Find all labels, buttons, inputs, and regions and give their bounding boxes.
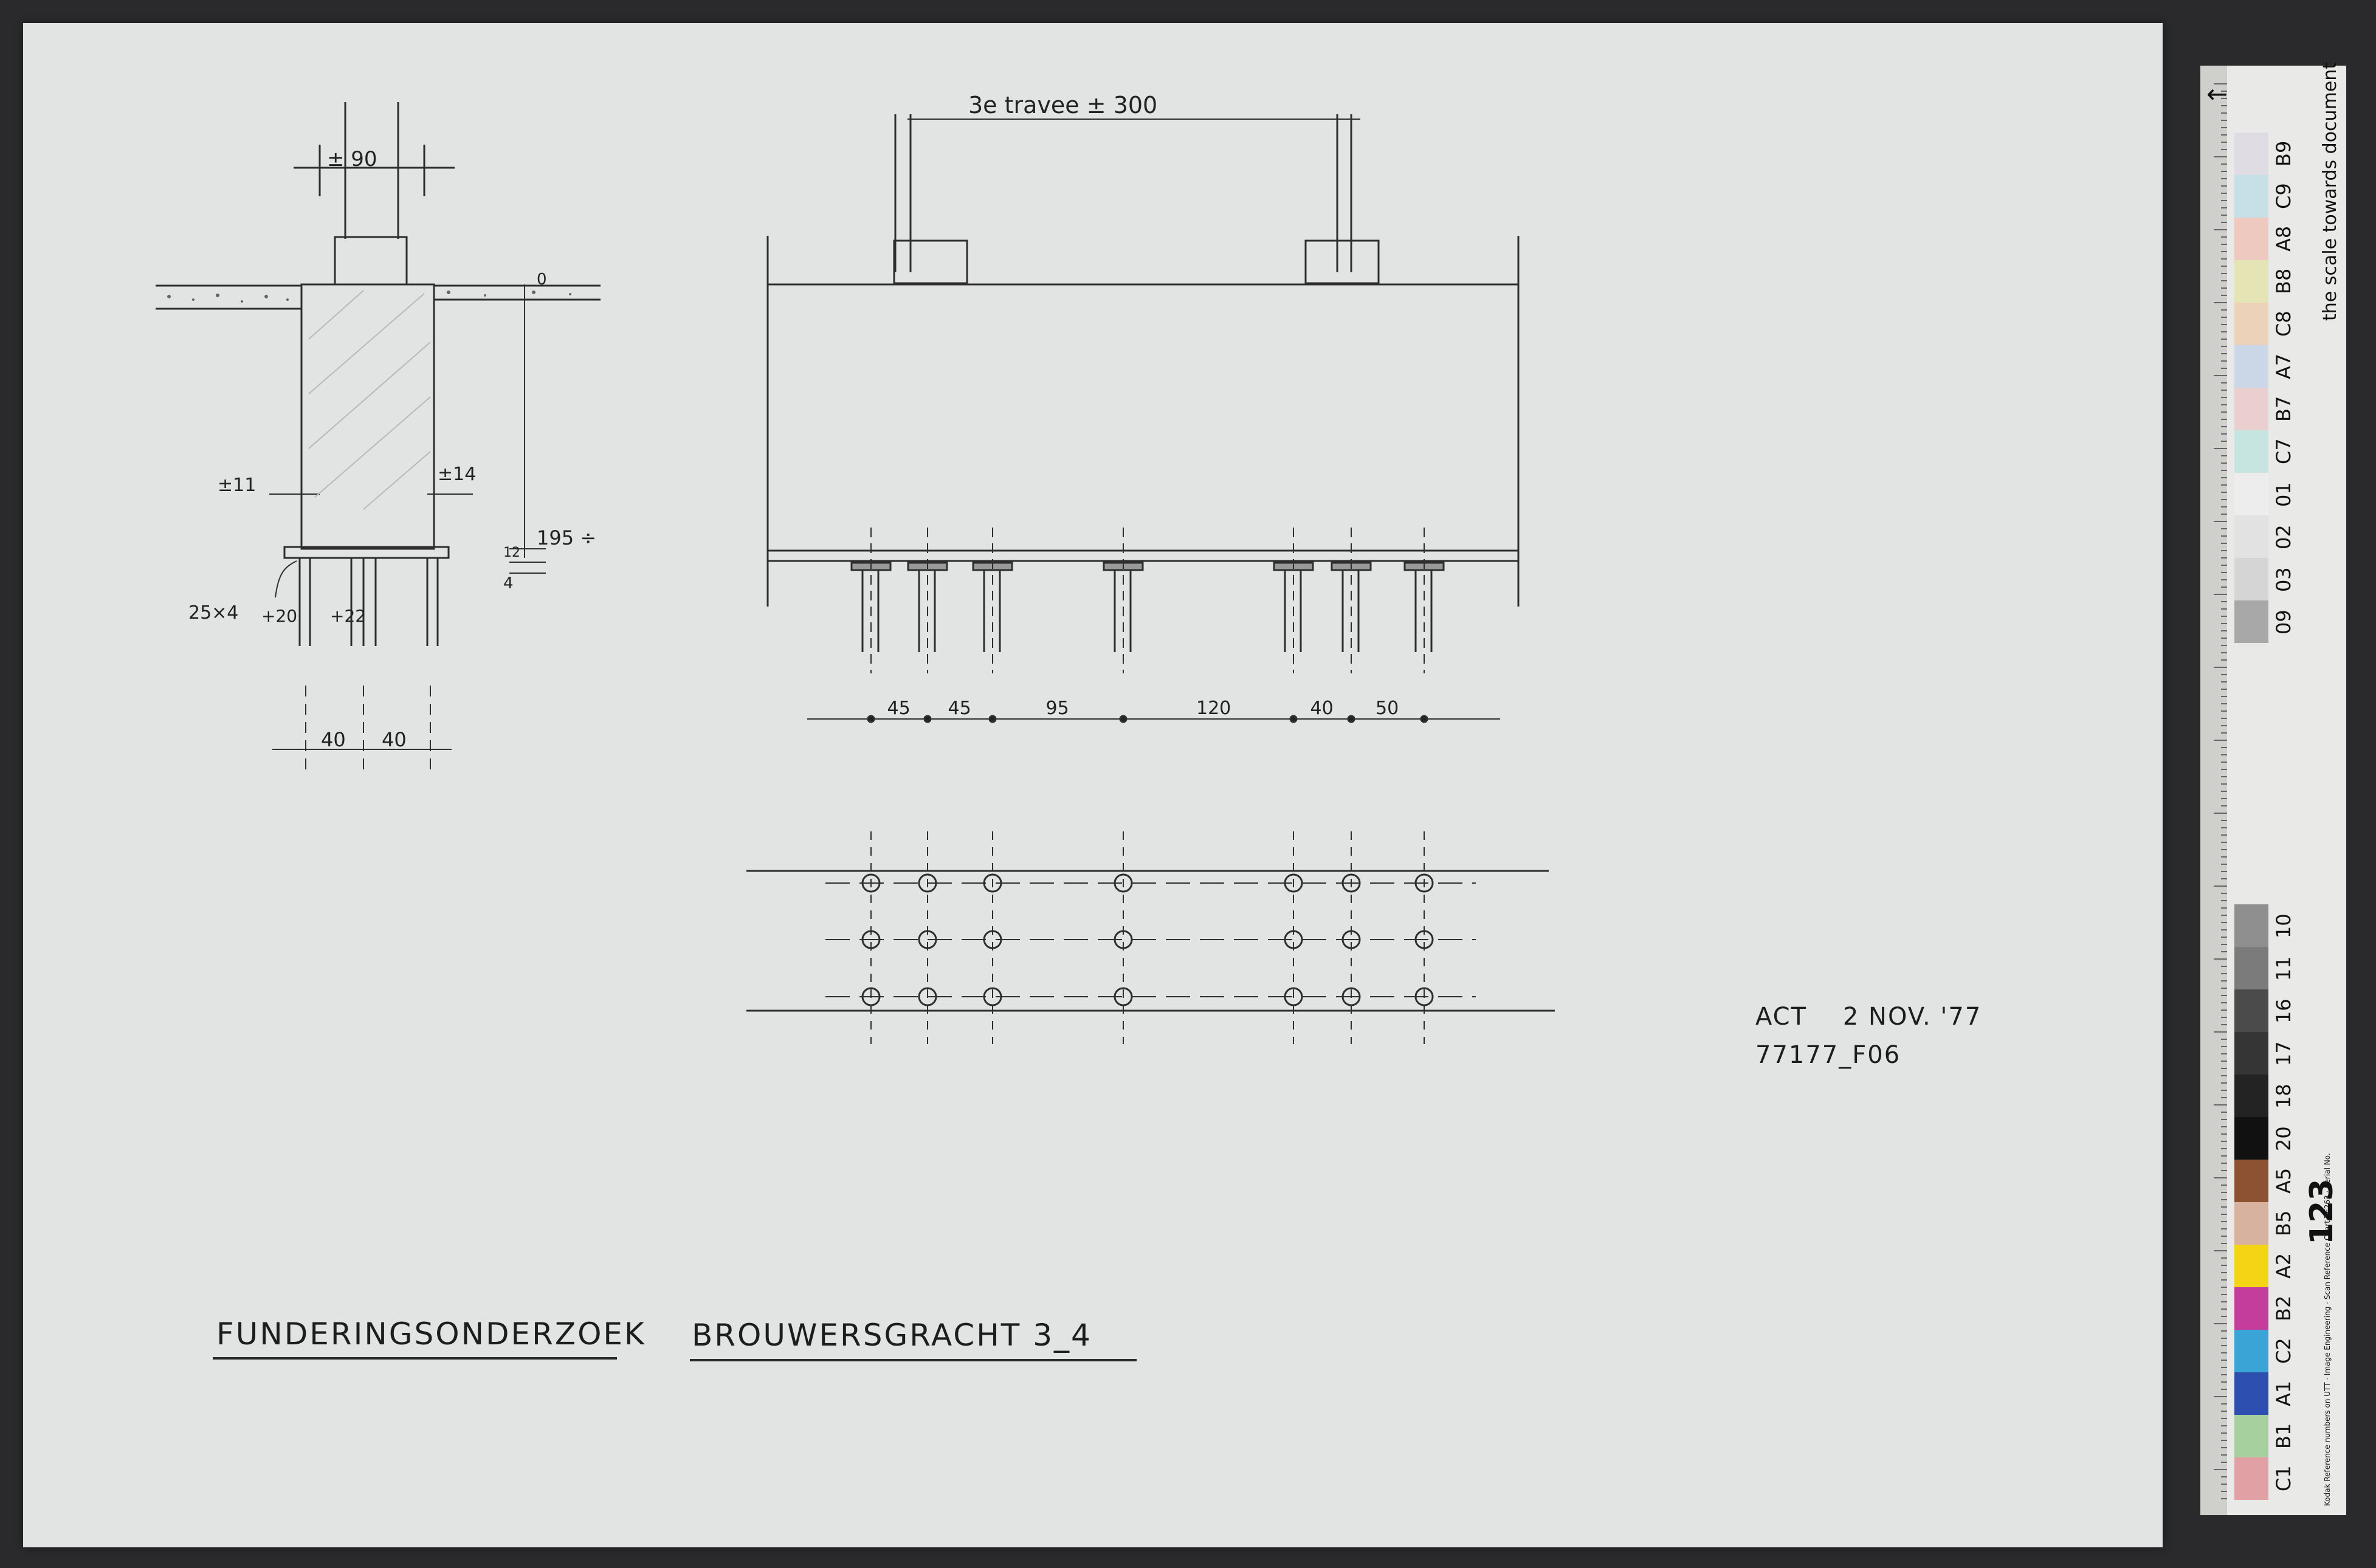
target-instruction: the scale towards document — [2319, 61, 2341, 321]
left-offset-label: ±11 — [218, 475, 257, 496]
color-patch — [2234, 600, 2268, 643]
color-patch-code: 18 — [2272, 1084, 2295, 1109]
color-patch — [2234, 218, 2268, 260]
spacing-label: 95 — [1045, 698, 1069, 719]
dim-b-label: +22 — [330, 606, 367, 626]
right-offset-label: ±14 — [438, 464, 477, 485]
color-patch — [2234, 175, 2268, 218]
dimension-tick — [1348, 716, 1354, 722]
stamp-date: ACT 2 NOV. '77 — [1755, 1003, 1982, 1031]
color-patch — [2234, 345, 2268, 388]
dim-d-label: 4 — [503, 574, 514, 593]
color-patch-code: B9 — [2272, 140, 2295, 167]
color-patch-code: A2 — [2272, 1253, 2295, 1279]
color-patch-code: C8 — [2272, 311, 2295, 337]
color-patch — [2234, 904, 2268, 947]
color-patch — [2234, 430, 2268, 473]
color-patch — [2234, 1415, 2268, 1457]
color-patch — [2234, 260, 2268, 303]
color-patch-code: 02 — [2272, 524, 2295, 549]
target-fine-print: Kodak Reference numbers on UTT · Image Engineering · Scan Reference Chart TE263 · Serial No. — [2323, 1153, 2332, 1506]
color-patch-code: C2 — [2272, 1338, 2295, 1364]
color-patch — [2234, 1075, 2268, 1117]
color-patch-code: B5 — [2272, 1210, 2295, 1236]
color-patch — [2234, 558, 2268, 600]
spacing-label: 45 — [887, 698, 911, 719]
color-patch — [2234, 1330, 2268, 1372]
color-patch-code: 11 — [2272, 956, 2295, 981]
color-patch — [2234, 303, 2268, 345]
span-label: 3e travee ± 300 — [968, 92, 1158, 119]
depth-label: 195 ÷ — [537, 526, 597, 549]
color-patch-code: A8 — [2272, 225, 2295, 252]
bottom-dim-1: 40 — [321, 728, 346, 751]
drawing-title: FUNDERINGSONDERZOEK — [216, 1316, 646, 1352]
color-patch — [2234, 1372, 2268, 1415]
color-patch-code: B2 — [2272, 1295, 2295, 1321]
dim-a-label: +20 — [261, 606, 298, 626]
color-patch-code: 20 — [2272, 1126, 2295, 1151]
handwritten-number: 123 — [2304, 1178, 2340, 1245]
bottom-dim-2: 40 — [382, 728, 407, 751]
color-patch — [2234, 1117, 2268, 1160]
color-patch-code: 03 — [2272, 567, 2295, 592]
dimension-tick — [925, 716, 931, 722]
color-patch-code: B8 — [2272, 268, 2295, 294]
color-patch-code: 10 — [2272, 913, 2295, 938]
spacing-label: 45 — [948, 698, 971, 719]
zero-level-label: 0 — [537, 270, 547, 289]
color-patch-code: 17 — [2272, 1041, 2295, 1066]
color-patch — [2234, 1160, 2268, 1202]
color-patch-code: A7 — [2272, 353, 2295, 379]
color-patch-code: A1 — [2272, 1380, 2295, 1406]
ruler-ticks — [2200, 66, 2227, 1515]
arrow-left-icon: ← — [2206, 79, 2228, 109]
color-patch-code: 16 — [2272, 999, 2295, 1023]
color-patch-code: C1 — [2272, 1465, 2295, 1491]
color-patch — [2234, 1032, 2268, 1075]
color-patch — [2234, 1457, 2268, 1500]
planks-label: 25×4 — [188, 602, 239, 624]
location-underline — [690, 1359, 1137, 1361]
dimension-tick — [868, 716, 874, 722]
dimension-tick — [1290, 716, 1296, 722]
dimension-tick — [1120, 716, 1126, 722]
dim-c-label: 12 — [503, 545, 520, 560]
color-patch-code: C9 — [2272, 183, 2295, 209]
color-patch — [2234, 1287, 2268, 1330]
color-patch-code: 01 — [2272, 482, 2295, 507]
color-patch — [2234, 388, 2268, 430]
spacing-label: 40 — [1310, 698, 1334, 719]
stamp-number: 77177_F06 — [1755, 1041, 1901, 1069]
color-patch — [2234, 947, 2268, 989]
color-reference-target — [2200, 61, 2346, 1515]
color-patch-code: B7 — [2272, 396, 2295, 422]
color-patch-code: C7 — [2272, 438, 2295, 464]
dimension-tick — [1421, 716, 1427, 722]
spacing-label: 120 — [1196, 698, 1231, 719]
color-patch — [2234, 515, 2268, 558]
dimension-tick — [990, 716, 996, 722]
top-width-label: ± 90 — [327, 147, 377, 171]
color-patch — [2234, 473, 2268, 515]
drawing-location: BROUWERSGRACHT 3_4 — [692, 1318, 1092, 1353]
color-patch-code: A5 — [2272, 1167, 2295, 1194]
color-patch — [2234, 132, 2268, 175]
color-patch-code: B1 — [2272, 1423, 2295, 1449]
color-patch — [2234, 1245, 2268, 1287]
spacing-label: 50 — [1376, 698, 1399, 719]
color-patch-code: 09 — [2272, 610, 2295, 634]
drawing-sheet — [23, 23, 2163, 1547]
color-patch — [2234, 989, 2268, 1032]
title-underline — [213, 1357, 617, 1360]
color-patch — [2234, 1202, 2268, 1245]
